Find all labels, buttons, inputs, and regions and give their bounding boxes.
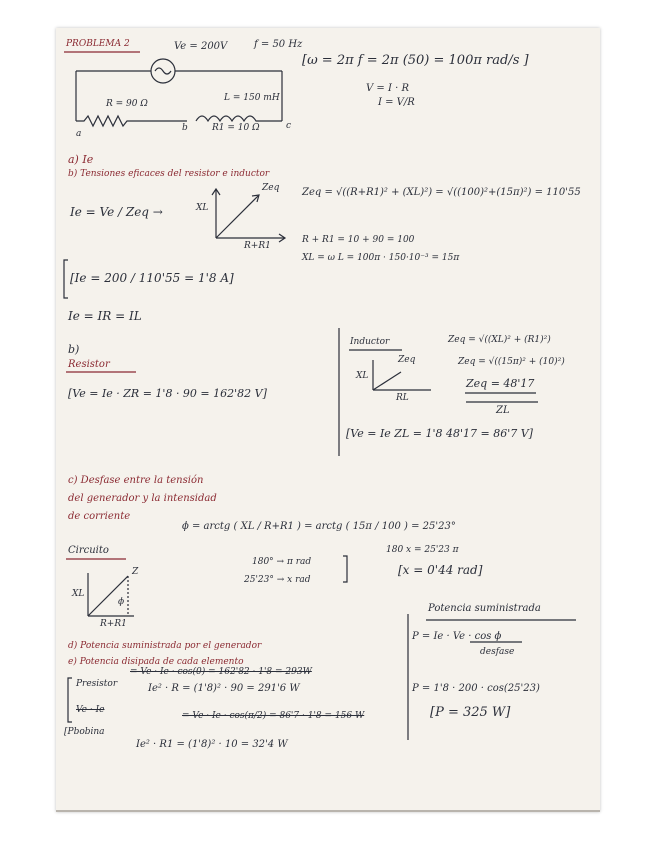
diagram3-z-label: Z (132, 567, 139, 577)
ie-result-bracket (64, 260, 68, 298)
diagram1-rr1-label: R+R1 (244, 241, 271, 251)
inductor-zeq-line3: Zeq = 48'17 (466, 377, 535, 390)
conversion-line3: 180 x = 25'23 π (386, 545, 459, 555)
diagram1-zeq-vector (216, 196, 258, 238)
ohm-law-2: I = V/R (378, 97, 415, 108)
diagram3-z-vector (88, 576, 128, 616)
p-calc: P = 1'8 · 200 · cos(25'23) (412, 683, 540, 694)
item-c-line2: del generador y la intensidad (68, 493, 217, 504)
presistor-bracket (68, 678, 72, 722)
b-label: b) (68, 343, 80, 356)
diagram2-xl-label: XL (356, 371, 369, 381)
circuit-label-l: L = 150 mH (224, 93, 280, 103)
inductor-zl-label: ZL (496, 405, 510, 416)
inductor-zeq-line1: Zeq = √((XL)² + (R1)²) (448, 335, 551, 345)
inductor-zeq-line2: Zeq = √((15π)² + (10)²) (458, 357, 565, 367)
p-desfase: desfase (480, 647, 515, 657)
diagram1-zeq-label: Zeq (262, 183, 280, 193)
diagram1-arrowheads (212, 189, 285, 242)
currents-equation: Ie = IR = IL (68, 309, 142, 323)
resistor-symbol (76, 116, 187, 126)
item-c-line1: c) Desfase entre la tensión (68, 475, 204, 486)
resistor-label: Resistor (68, 359, 110, 370)
p-bobina-equation: Ie² · R1 = (1'8)² · 10 = 32'4 W (136, 739, 288, 750)
p-struck-label: Ve · Ie (76, 705, 105, 715)
ohm-law-1: V = I · R (366, 83, 409, 94)
circuito-label: Circuito (68, 545, 109, 556)
item-a: a) Ie (68, 153, 94, 166)
p-resistor-equation: Ie² · R = (1'8)² · 90 = 291'6 W (148, 683, 300, 694)
diagram3-xl-label: XL (72, 589, 85, 599)
p-result: [P = 325 W] (430, 705, 511, 720)
p-bobina-label: [Pbobina (64, 727, 105, 737)
conversion-line1: 180° → π rad (252, 557, 312, 567)
p-bobina-struck: = Ve · Ie · cos(π/2) = 86'7 · 1'8 = 156 W (182, 711, 365, 721)
problem-title: PROBLEMA 2 (66, 39, 130, 49)
item-d: d) Potencia suministrada por el generador (68, 641, 262, 651)
rr1-equation: R + R1 = 10 + 90 = 100 (302, 235, 415, 245)
omega-equation: [ω = 2π f = 2π (50) = 100π rad/s ] (302, 53, 529, 68)
notebook-page (56, 28, 600, 812)
ie-formula: Ie = Ve / Zeq → (70, 205, 163, 219)
p-resistor-label: Presistor (76, 679, 118, 689)
phi-equation: ϕ = arctg ( XL / R+R1 ) = arctg ( 15π / 100 ) = 25'23° (182, 521, 456, 532)
conversion-result: [x = 0'44 rad] (398, 563, 483, 577)
inductor-label: Inductor (350, 337, 390, 347)
given-frequency: f = 50 Hz (254, 39, 303, 50)
diagram2-rl-label: RL (396, 393, 409, 403)
ac-source-wave (155, 68, 171, 74)
diagram3-phi-label: ϕ (118, 597, 125, 607)
inductor-result: [Ve = Ie ZL = 1'8 48'17 = 86'7 V] (346, 427, 533, 440)
potencia-label: Potencia suministrada (428, 603, 541, 614)
zeq-equation: Zeq = √((R+R1)² + (XL)²) = √((100)²+(15π)²) = 110'55 (302, 187, 581, 198)
circuit-node-c: c (286, 121, 292, 131)
p-resistor-struck: = Ve · Ie · cos(0) = 162'82 · 1'8 = 293W (130, 667, 312, 677)
given-voltage: Ve = 200V (174, 41, 228, 52)
diagram2-zeq-label: Zeq (398, 355, 416, 365)
diagram2-zeq-vector (373, 372, 401, 390)
conversion-bracket (343, 556, 347, 582)
inductor-symbol (196, 116, 282, 121)
circuit-label-r: R = 90 Ω (106, 99, 148, 109)
item-b: b) Tensiones eficaces del resistor e inductor (68, 169, 270, 179)
item-c-line3: de corriente (68, 511, 131, 522)
diagram3-rr1-label: R+R1 (100, 619, 127, 629)
p-formula: P = Ie · Ve · cos ϕ (412, 631, 502, 642)
diagram1-xl-label: XL (196, 203, 209, 213)
circuit-node-a: a (76, 129, 82, 139)
item-e: e) Potencia disipada de cada elemento (68, 657, 244, 667)
xl-equation: XL = ω L = 100π · 150·10⁻³ = 15π (302, 253, 460, 263)
conversion-line2: 25'23° → x rad (244, 575, 311, 585)
circuit-label-r1: R1 = 10 Ω (212, 123, 260, 133)
resistor-equation: [Ve = Ie · ZR = 1'8 · 90 = 162'82 V] (68, 387, 267, 400)
ie-result: [Ie = 200 / 110'55 = 1'8 A] (70, 271, 234, 285)
circuit-node-b: b (182, 123, 188, 133)
